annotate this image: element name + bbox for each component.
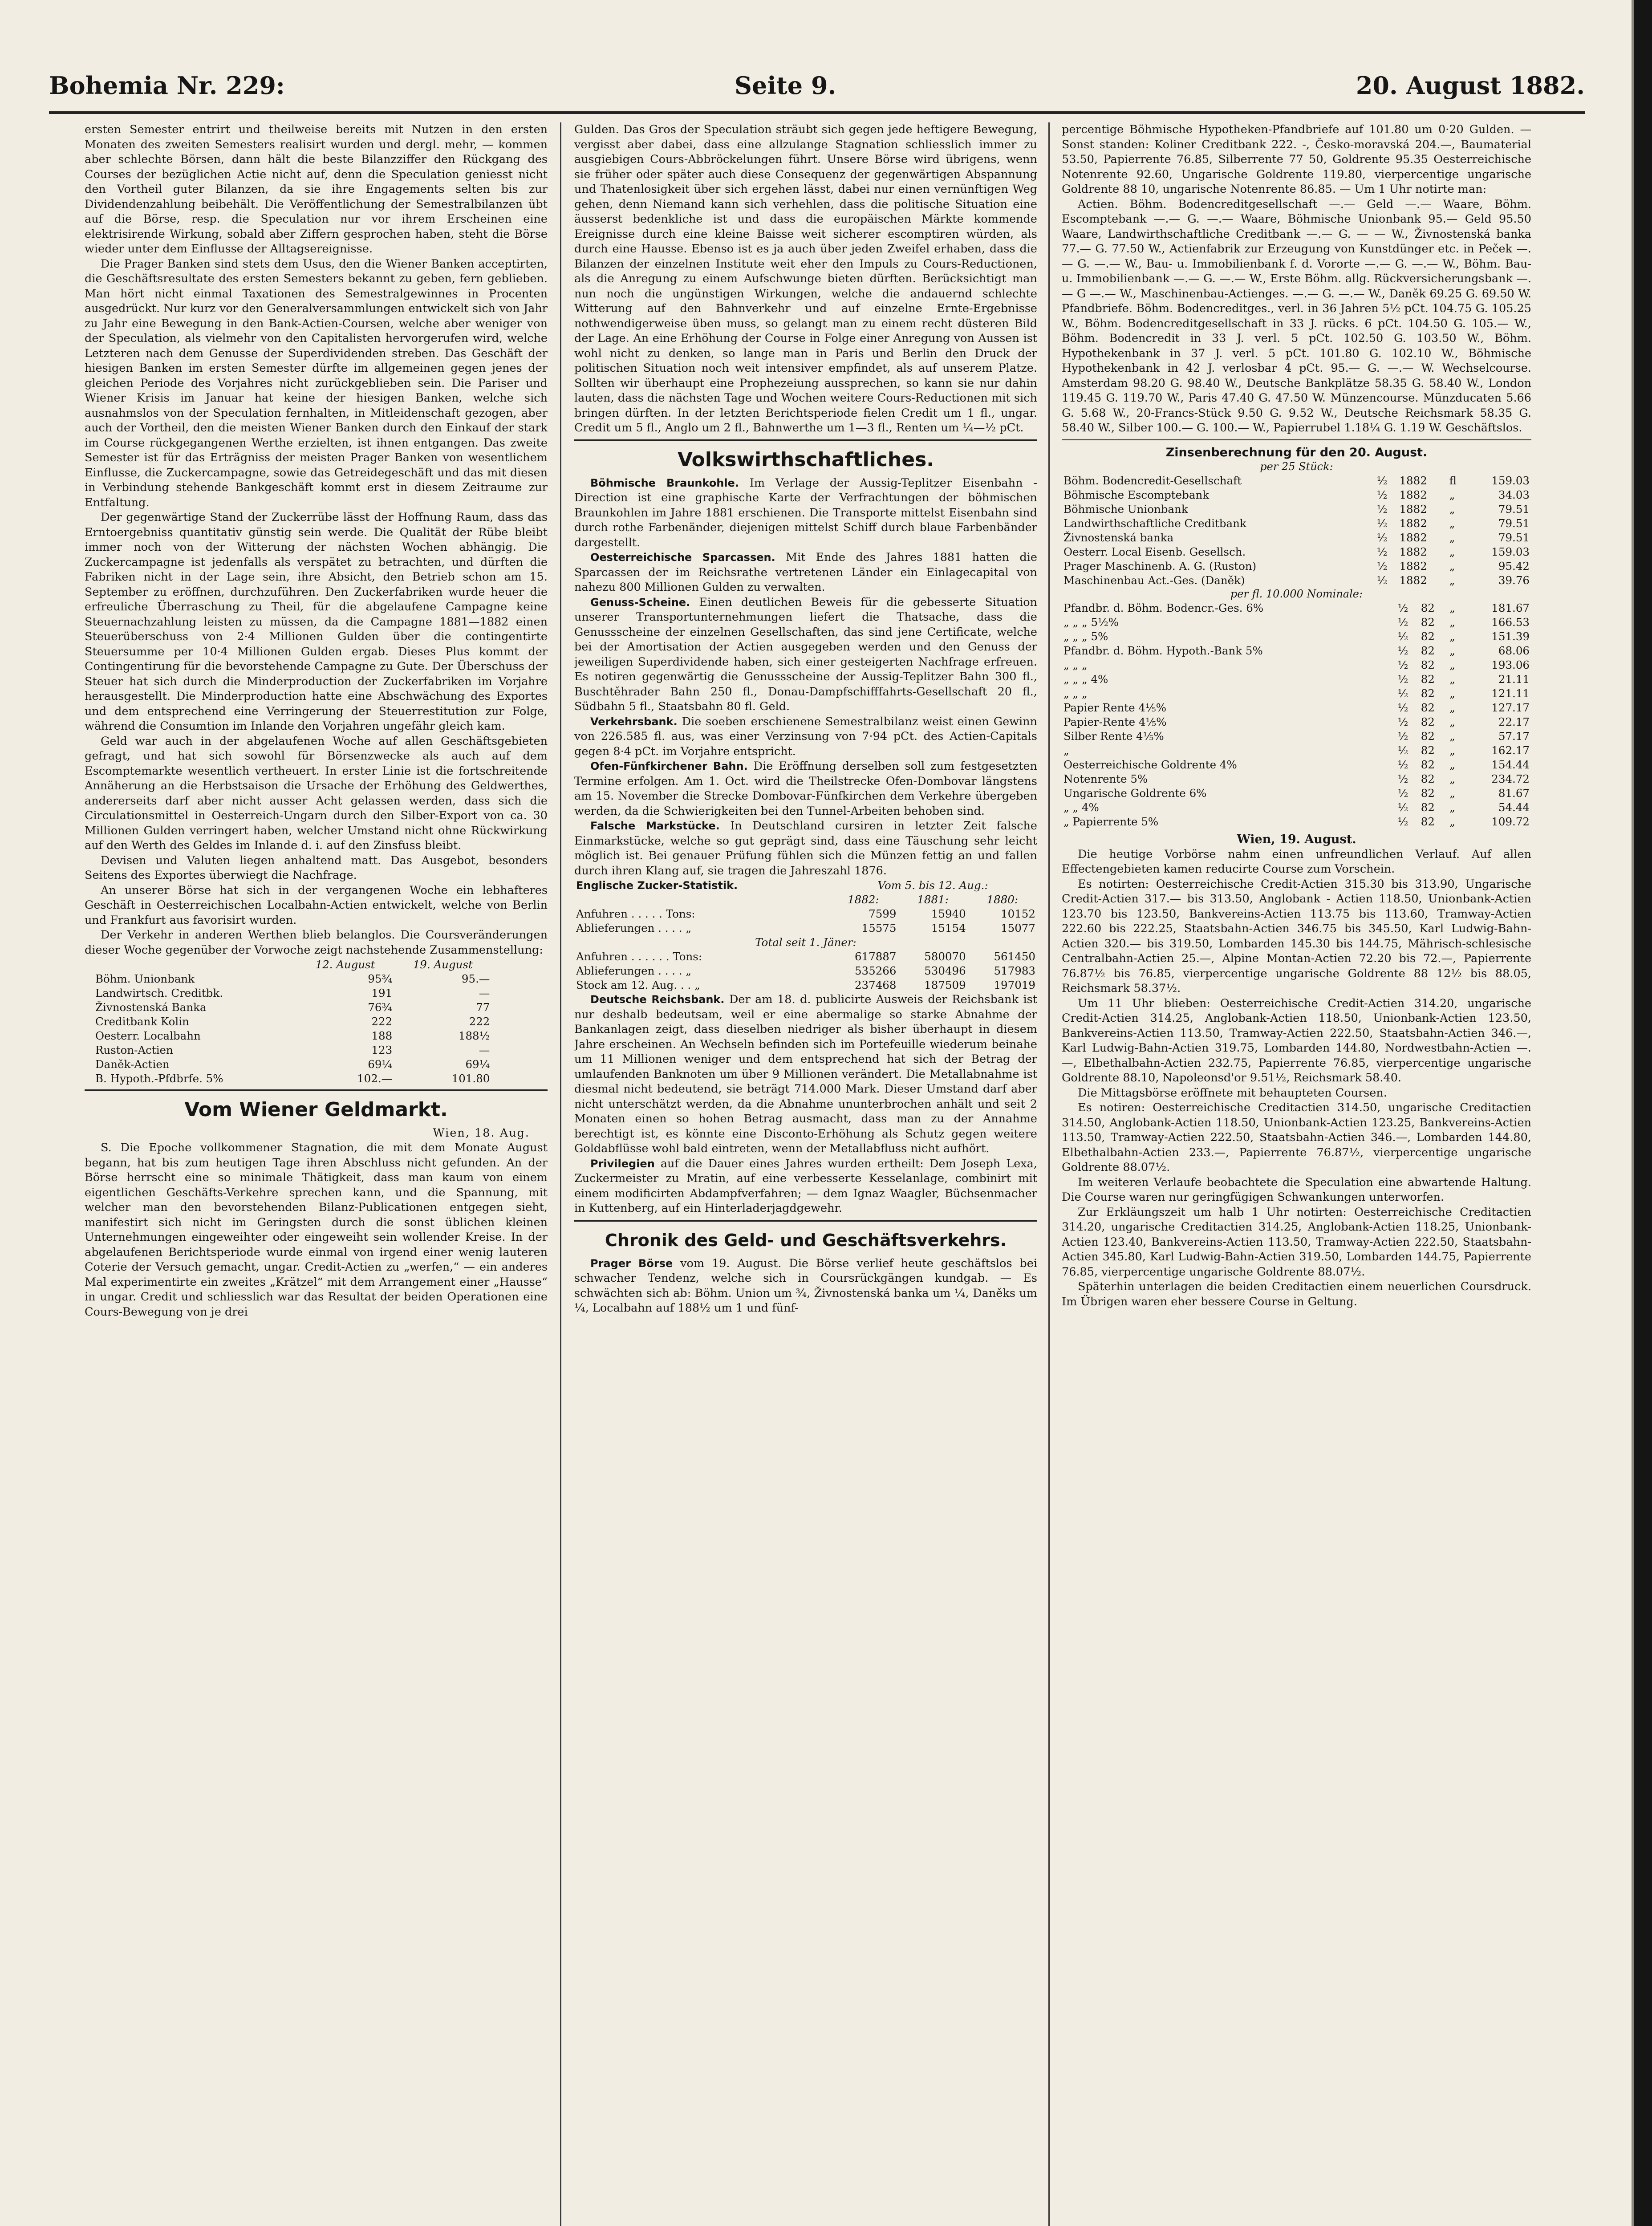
table-cell: ½ <box>1397 644 1408 657</box>
table-cell: ½ <box>1376 516 1388 530</box>
table-cell: Böhmische Escomptebank <box>1063 488 1210 501</box>
table-cell: 76¾ <box>368 1001 393 1014</box>
section-title: Chronik des Geld- und Geschäftsverkehrs. <box>605 1230 1007 1250</box>
table-row <box>93 1043 491 1057</box>
table-cell: 39.76 <box>1498 573 1530 587</box>
table-row <box>93 1029 491 1043</box>
table-row <box>93 986 491 1000</box>
article-paragraph: Um 11 Uhr blieben: Oesterreichische Credit-Actien 314.20, ungarische Credit-Actien 314.25, Anglobank-Actien 118.50, Unionbank-Actien 123.50, Bankvereins-Actien 113.50, Tramway-Actien 222.50, Staatsbahn-Actien 346.—, Karl Ludwig-Bahn-Actien 319.75, Lombarden 144.80, Nordwestbahn-Actien —.—, Elbethalbahn-Actien 232.75, Papierrente 76.85, vierpercentige ungarische Goldrente 88.10, Napoleonsd'or 9.51½, Reichsmark 58.40. <box>1062 996 1531 1085</box>
table-cell: „ <box>1449 815 1455 828</box>
table-cell: „ <box>1449 658 1455 671</box>
table-cell: Ablieferungen . . . . „ <box>576 922 692 934</box>
table-cell: 1882 <box>1399 573 1427 587</box>
table-row <box>574 907 1037 921</box>
table-cell: 1882 <box>1399 531 1427 544</box>
issue-number: Bohemia Nr. 229: <box>49 71 285 100</box>
table-cell: 121.11 <box>1491 686 1530 700</box>
table-cell: Ungarische Goldrente 6% <box>1063 786 1207 800</box>
dateline: Wien, 18. Aug. <box>433 1126 530 1140</box>
table-cell: Maschinenbau Act.-Ges. (Daněk) <box>1063 573 1245 587</box>
article-paragraph: Der gegenwärtige Stand der Zuckerrübe lässt der Hoffnung Raum, dass das Erntoergebniss quantitativ günstig sein werde. Die Qualität der Rübe bleibt immer noch von der Witterung der nächsten Wochen abhängig. Die Zuckercampagne ist jedenfalls als verspätet zu betrachten, und dürften die Fabriken nicht in der Lage sein, ihre Absicht, den Betrieb schon am 15. September zu eröffnen, durchzuführen. Den Zuckerfabriken wurde heuer die erfreuliche Überraschung zu Theil, für die abgelaufene Campagne keine Steuernachzahlung leisten zu müssen, da die Campagne 1881—1882 einen Steuerüberschuss von 2·4 Millionen Gulden über die contingentirte Steuersumme per 10·4 Millionen Gulden ergab. Dieses Plus kommt der Contingentirung für die bevorstehende Campagne zu Gute. Der Überschuss der Steuer hat sich durch die Minderproduction der Zuckerfabriken im Vorjahre herausgestellt. Die Minderproduction hatte eine Abschwächung des Exportes und dem entsprechend eine Verringerung der Steuerrestitution zur Folge, während die Consumtion im Inlande den Vorjahren ungefähr gleich kam. <box>85 511 548 733</box>
article-paragraph: Die heutige Vorbörse nahm einen unfreundlichen Verlauf. Auf allen Effectengebieten kamen reducirte Course zum Vorschein. <box>1062 847 1531 876</box>
table-cell: ½ <box>1397 715 1408 728</box>
table-cell: 197019 <box>994 979 1035 991</box>
table-cell: 95¾ <box>368 972 393 985</box>
table-row <box>93 972 491 986</box>
table-cell: 123 <box>371 1044 393 1056</box>
table-cell: Böhmische Unionbank <box>1063 502 1188 516</box>
news-item <box>574 550 1037 595</box>
table-cell: ½ <box>1376 502 1388 516</box>
news-item <box>574 1256 1037 1316</box>
section-title: Vom Wiener Geldmarkt. <box>184 1098 448 1121</box>
table-cell: 222 <box>469 1015 490 1028</box>
table-cell: Oesterr. Localbahn <box>95 1029 201 1042</box>
article-paragraph: Die Mittagsbörse eröffnete mit behaupteten Coursen. <box>1078 1086 1387 1100</box>
table-cell: ½ <box>1397 772 1408 785</box>
news-item-heading: Verkehrsbank. <box>590 715 678 728</box>
table-cell: ½ <box>1397 729 1408 743</box>
table-cell: 82 <box>1421 601 1435 614</box>
table-cell: Böhm. Unionbank <box>95 972 195 985</box>
table-cell: 234.72 <box>1491 772 1530 785</box>
table-cell: 535266 <box>854 964 897 977</box>
section-rule <box>1062 439 1531 440</box>
table-cell: Landwirthschaftliche Creditbank <box>1063 516 1246 530</box>
interest-table <box>1062 474 1531 588</box>
news-item-text: Im Verlage der Aussig-Teplitzer Eisenbahn - Direction ist eine graphische Karte der Verfrachtungen der böhmischen Braunkohlen im Jahre 1881 erschienen. Die Transporte mittelst Eisenbahn sind durch rothe Farbenänder, diejenigen mittelst Schiff durch blaue Farbenbänder dargestellt. <box>574 476 1037 549</box>
table-header-row <box>574 893 1037 907</box>
table-cell: 82 <box>1421 701 1435 714</box>
table-subheading: per fl. 10.000 Nominale: <box>1230 587 1363 600</box>
table-row <box>1062 772 1531 786</box>
article-paragraph: S. Die Epoche vollkommener Stagnation, die mit dem Monate August begann, hat bis zum heutigen Tage ihren Abschluss nicht gefunden. An der Börse herrscht eine so minimale Thätigkeit, dass man kaum von einem eigentlichen Geschäfts-Verkehre sprechen kann, und die Spannung, mit welcher man den bevorstehenden Bilanz-Publicationen entgegen sieht, manifestirt sich nicht im Geringsten durch die sonst üblichen kleinen Unternehmungen eingeweihter oder eingeweiht sein wollender Kreise. In der abgelaufenen Berichtsperiode wurde einmal von irgend einer wenig lauteren Coterie der Versuch gemacht, ungar. Credit-Actien zu „werfen,“ — ein anderes Mal experimentirte ein zweites „Krätzel“ mit dem Arrangement einer „Hausse“ in ungar. Credit und schliesslich war das Resultat der beiden Operationen eine Cours-Bewegung von je drei <box>85 1141 548 1319</box>
table-cell: 77 <box>476 1001 490 1014</box>
table-cell: Silber Rente 4⅕% <box>1063 729 1164 743</box>
table-cell: „ <box>1449 573 1455 587</box>
column-1 <box>85 122 548 2226</box>
table-row <box>574 978 1037 992</box>
table-cell: „ <box>1449 516 1455 530</box>
article-paragraph: An unserer Börse hat sich in der vergangenen Woche ein lebhafteres Geschäft in Oesterreichischen Localbahn-Actien entwickelt, welche von Berlin und Frankfurt aus favorisirt wurden. <box>85 883 548 927</box>
news-item <box>574 759 1037 819</box>
news-item-text: In Deutschland cursiren in letzter Zeit falsche Einmarkstücke, welche so gut geprägt sind, dass eine Täuschung sehr leicht möglich ist. Bei genauer Prüfung fühlen sich die Münzen fettig an und fallen durch ihren Klang auf, sie tragen die Jahreszahl 1876. <box>574 819 1037 877</box>
table-cell: 159.03 <box>1491 545 1530 558</box>
table-cell: ½ <box>1376 545 1388 558</box>
table-cell: 1882 <box>1399 474 1427 487</box>
table-title: Zinsenberechnung für den 20. August. <box>1165 445 1428 459</box>
table-cell: „ <box>1449 531 1455 544</box>
table-cell: 82 <box>1421 800 1435 814</box>
table-cell: ½ <box>1397 800 1408 814</box>
table-cell: Creditbank Kolin <box>95 1015 189 1028</box>
table-cell: 95.42 <box>1498 559 1530 573</box>
table-cell: 166.53 <box>1491 615 1530 629</box>
table-cell: Živnostenská Banka <box>95 1001 207 1014</box>
table-row <box>1062 601 1531 615</box>
table-cell: Pfandbr. d. Böhm. Hypoth.-Bank 5% <box>1063 644 1263 657</box>
table-cell: 82 <box>1421 815 1435 828</box>
table-cell: 82 <box>1421 758 1435 771</box>
table-cell: ½ <box>1397 672 1408 686</box>
table-cell: 79.51 <box>1498 516 1530 530</box>
page-number: Seite 9. <box>735 71 836 100</box>
table-row <box>1062 715 1531 729</box>
table-cell: ½ <box>1376 474 1388 487</box>
section-title: Volkswirthschaftliches. <box>678 448 934 471</box>
table-cell: 580070 <box>924 950 966 963</box>
news-item <box>574 595 1037 715</box>
table-cell: Anfuhren . . . . . Tons: <box>576 907 695 920</box>
table-cell: 82 <box>1421 772 1435 785</box>
table-row <box>1062 758 1531 772</box>
news-item-heading: Privilegien <box>590 1157 655 1170</box>
table-cell: „ <box>1449 559 1455 573</box>
news-item-heading: Prager Börse <box>590 1257 673 1270</box>
table-cell: „ <box>1449 772 1455 785</box>
table-subheader-row <box>574 935 1037 950</box>
table-cell: fl <box>1449 474 1457 487</box>
table-cell: „ <box>1449 743 1455 757</box>
table-cell: 10152 <box>1001 907 1035 920</box>
table-range: Vom 5. bis 12. Aug.: <box>877 879 988 892</box>
table-cell: „ <box>1449 644 1455 657</box>
table-cell: „ <box>1449 786 1455 800</box>
table-cell: „ Papierrente 5% <box>1063 815 1159 828</box>
article-paragraph: ersten Semester entrirt und theilweise bereits mit Nutzen in den ersten Monaten des zweiten Semesters realisirt wurden und dergl. mehr, — kommen aber schlechte Börsen, dann hält die beste Bilanzziffer den Rückgang des Courses der bezüglichen Actie nicht auf, denn die Speculation geniesst nicht den Vortheil guter Bilanzen, da sie ihre Engagements selten bis zur Dividendenzahlung beibehält. Die Veröffentlichung der Semestralbilanzen übt auf die Börse, resp. die Speculation nur vor ihrem Erscheinen eine elektrisirende Wirkung, sobald aber Ziffern gesprochen haben, steht die Börse wieder unter dem Einflusse der Alltagsereignisse. <box>85 123 548 256</box>
table-cell: Stock am 12. Aug. . . „ <box>576 979 700 991</box>
table-row <box>1062 658 1531 672</box>
table-cell: ½ <box>1397 758 1408 771</box>
table-cell: „ „ „ 5% <box>1063 630 1108 643</box>
table-cell: 54.44 <box>1498 800 1530 814</box>
table-cell: „ <box>1449 800 1455 814</box>
table-cell: ½ <box>1397 786 1408 800</box>
article-paragraph: Der Verkehr in anderen Werthen blieb belanglos. Die Coursveränderungen dieser Woche gegenüber der Vorwoche zeigt nachstehende Zusammenstellung: <box>85 928 548 957</box>
table-cell: 1882 <box>1399 545 1427 558</box>
table-row <box>1062 815 1531 829</box>
table-cell: 82 <box>1421 786 1435 800</box>
table-row <box>1062 644 1531 658</box>
table-cell: 82 <box>1421 615 1435 629</box>
table-row <box>1062 701 1531 715</box>
table-cell: „ <box>1449 502 1455 516</box>
table-cell: 222 <box>371 1015 393 1028</box>
table-cell: 15154 <box>931 922 966 934</box>
table-row <box>1062 630 1531 644</box>
issue-date: 20. August 1882. <box>1356 71 1585 100</box>
news-item <box>574 992 1037 1157</box>
table-cell: 181.67 <box>1491 601 1530 614</box>
table-cell: 191 <box>371 987 393 999</box>
table-row <box>93 1015 491 1029</box>
table-title: Englische Zucker-Statistik. <box>576 879 738 892</box>
table-cell: Pfandbr. d. Böhm. Bodencr.-Ges. 6% <box>1063 601 1264 614</box>
table-cell: 109.72 <box>1491 815 1530 828</box>
table-row <box>1062 502 1531 516</box>
table-cell: „ „ „ <box>1063 658 1088 671</box>
news-item <box>574 476 1037 551</box>
dateline: Wien, 19. August. <box>1237 832 1356 846</box>
table-cell: „ <box>1449 686 1455 700</box>
table-row <box>1062 559 1531 573</box>
news-item-heading: Genuss-Scheine. <box>590 596 690 609</box>
table-cell: ½ <box>1397 743 1408 757</box>
table-cell: 95.— <box>461 972 490 985</box>
table-cell: Živnostenská banka <box>1063 531 1174 544</box>
table-cell: 151.39 <box>1491 630 1530 643</box>
column-2 <box>574 122 1037 2226</box>
table-cell: — <box>479 987 490 999</box>
table-cell: 193.06 <box>1491 658 1530 671</box>
article-paragraph: Devisen und Valuten liegen anhaltend matt. Das Ausgebot, besonders Seitens des Exportes überwiegt die Nachfrage. <box>85 853 548 882</box>
table-cell: „ <box>1449 630 1455 643</box>
table-cell: 561450 <box>994 950 1035 963</box>
table-row <box>1062 800 1531 815</box>
table-cell: 101.80 <box>451 1072 490 1085</box>
table-cell: 68.06 <box>1498 644 1530 657</box>
table-cell: Daněk-Actien <box>95 1058 170 1071</box>
table-cell: „ <box>1449 715 1455 728</box>
table-row <box>1062 516 1531 531</box>
table-cell: 1882 <box>1399 502 1427 516</box>
table-cell: Notenrente 5% <box>1063 772 1148 785</box>
article-paragraph: Die Prager Banken sind stets dem Usus, den die Wiener Banken acceptirten, die Geschäftsresultate des ersten Semesters bekannt zu geben, fern geblieben. Man hört nicht einmal Taxationen des Semestralgewinnes in Procenten ausgedrückt. Nur kurz vor den Generalversammlungen entwickelt sich von Jahr zu Jahr eine Bewegung in den Bank-Actien-Coursen, welche aber weniger von der Speculation, als vielmehr von den Capitalisten hervorgerufen wird, welche Letzteren nach dem Genusse der Superdividenden streben. Das Geschäft der hiesigen Banken im ersten Semester dürfte im allgemeinen gegen jenes der gleichen Periode des Vorjahres nicht zurückgeblieben sein. Die Pariser und Wiener Krisis im Januar hat keine der hiesigen Banken, welche sich ausnahmslos von der Speculation fernhalten, in Mitleidenschaft gezogen, aber auch der Vortheil, den die meisten Wiener Banken durch den Einkauf der stark im Course rückgegangenen Werthe erzielten, ist ihnen entgangen. Das zweite Semester ist für das Erträgniss der meisten Prager Banken von wesentlichem Einflusse, die Zuckercampagne, sowie das Getreidegeschäft und das mit diesen in Verbindung stehende Bankgeschäft kommt erst in diesem Zeitraume zur Entfaltung. <box>85 257 548 509</box>
table-cell: ½ <box>1397 601 1408 614</box>
table-header-row <box>574 878 1037 893</box>
sugar-statistics-table <box>574 878 1037 992</box>
weekly-price-table <box>93 958 491 1086</box>
table-cell: 15077 <box>1001 922 1035 934</box>
table-cell: 188½ <box>458 1029 490 1042</box>
table-cell: ½ <box>1376 573 1388 587</box>
table-cell: 69¼ <box>368 1058 393 1071</box>
table-cell: 79.51 <box>1498 502 1530 516</box>
table-cell: 82 <box>1421 672 1435 686</box>
news-item-text: Die soeben erschienene Semestralbilanz weist einen Gewinn von 226.585 fl. aus, was einer Verzinsung von 7·94 pCt. des Actien-Capitals gegen 8·4 pCt. im Vorjahre entspricht. <box>574 715 1037 758</box>
table-header-row <box>93 958 491 972</box>
table-cell: ½ <box>1376 531 1388 544</box>
table-row <box>1062 531 1531 545</box>
news-item-text: Der am 18. d. publicirte Ausweis der Reichsbank ist nur deshalb bedeutsam, weil er eine abermalige so starke Abnahme der Bankanlagen zeigt, dass dieselben niedriger als bisher überhaupt in diesem Jahre erscheinen. An Wechseln befinden sich im Portefeuille wiederum beinahe um 11 Millionen weniger und dem entsprechend hat sich der Betrag der umlaufenden Banknoten um über 9 Millionen verändert. Die Metallabnahme ist diesmal nicht bedeutend, sie beträgt 714.000 Mark. Dieser Umstand darf aber nicht unterschätzt werden, da die Abnahme ununterbrochen anhält und seit 2 Monaten einen so hohen Betrag ausmacht, dass man zu der Annahme berechtigt ist, es könnte eine Disconto-Erhöhung als Schutz gegen weitere Goldabflüsse wohl bald eintreten, wenn der Metallabfluss nicht aufhört. <box>574 993 1037 1155</box>
table-row <box>93 1057 491 1072</box>
table-cell: ½ <box>1397 686 1408 700</box>
table-cell: ½ <box>1376 559 1388 573</box>
article-paragraph: Geld war auch in der abgelaufenen Woche auf allen Geschäftsgebieten gefragt, und hat sich sowohl für Börsenzwecke als auch auf dem Escomptemarkte wesentlich vertheuert. In erster Linie ist die fortschreitende Annäherung an die Herbstsaison die Ursache der Erhöhung des Geldwerthes, andererseits darf aber nicht ausser Acht gelassen werden, dass sich die Circulationsmittel in Oesterreich-Ungarn durch den Silber-Export von ca. 30 Millionen Gulden verringert haben, welcher Umstand nicht ohne Rückwirkung auf den Werth des Geldes im Inlande d. i. auf den Zinsfuss bleibt. <box>85 734 548 852</box>
table-cell: 82 <box>1421 644 1435 657</box>
table-cell: 82 <box>1421 715 1435 728</box>
article-paragraph: percentige Böhmische Hypotheken-Pfandbriefe auf 101.80 um 0·20 Gulden. — Sonst standen: Koliner Creditbank 222. -, Česko-moravská 204.—, Baumaterial 53.50, Papierrente 76.85, Silberrente 77 50, Goldrente 95.35 Oesterreichische Notenrente 92.60, Ungarische Goldrente 119.80, vierpercentige ungarische Goldrente 88 10, ungarische Notenrente 86.85. — Um 1 Uhr notirte man: <box>1062 123 1531 196</box>
table-cell: „ <box>1449 615 1455 629</box>
table-cell: 187509 <box>924 979 966 991</box>
article-paragraph: Gulden. Das Gros der Speculation sträubt sich gegen jede heftigere Bewegung, vergisst aber dabei, dass eine allzulange Stagnation schliesslich immer zu ausgiebigen Cours-Abbröckelungen führt. Unsere Börse wird übrigens, wenn sie früher oder später auch diese Consequenz der gegenwärtigen Abspannung und Thatenlosigkeit über sich ergehen lässt, dabei nur einen vernünftigen Weg gehen, denn Niemand kann sich verhehlen, dass die politische Situation eine äusserst bedenkliche ist und dass die europäischen Märkte kommende Ereignisse durch eine kleine Baisse weit sicherer escomptiren würden, als durch eine Hausse. Ebenso ist es ja auch über jeden Zweifel erhaben, dass die Bilanzen der einzelnen Institute weit eher den Impuls zu Cours-Reductionen, als die Anregung zu einem Aufschwunge bieten dürften. Berücksichtigt man nun noch die ungünstigen Wirkungen, welche die andauernd schlechte Witterung auf den Bahnverkehr und auf einzelne Ernte-Ergebnisse nothwendigerweise üben muss, so gelangt man zu einem recht düsteren Bild der Lage. An eine Erhöhung der Course in Folge einer Anregung von Aussen ist wohl nicht zu denken, so lange man in Paris und Berlin den Druck der politischen Situation noch weit intensiver empfindet, als auf unserem Platze. Sollten wir überhaupt eine Prophezeiung aussprechen, so kann sie nur dahin lauten, dass die nächsten Tage und Wochen weitere Cours-Reductionen mit sich bringen dürften. In der letzten Berichtsperiode fielen Credit um 1 fl., ungar. Credit um 5 fl., Anglo um 2 fl., Bahnwerthe um 1—3 fl., Renten um ¼—½ pCt. <box>574 123 1037 435</box>
news-item-heading: Ofen-Fünfkirchener Bahn. <box>590 760 748 772</box>
table-header-cell: 1881: <box>917 893 949 906</box>
news-item-text: vom 19. August. Die Börse verlief heute geschäftslos bei schwacher Tendenz, welche sich in Coursrückgängen kundgab. — Es schwächten sich ab: Böhm. Union um ¾, Živnostenská banka um ¼, Daněks um ¼, Localbahn auf 188½ um 1 und fünf- <box>574 1256 1037 1315</box>
table-row <box>1062 573 1531 588</box>
news-item <box>574 715 1037 760</box>
table-cell: „ <box>1449 488 1455 501</box>
scan-border <box>1634 0 1652 2226</box>
article-paragraph: Zur Erkläungszeit um halb 1 Uhr notirten: Oesterreichische Creditactien 314.20, ungarische Creditactien 314.25, Anglobank-Actien 118.25, Unionbank-Actien 123.40, Bankvereins-Actien 113.50, Tramway-Actien 222.50, Staatsbahn-Actien 345.80, Karl Ludwig-Bahn-Actien 319.50, Lombarden 144.75, Papierrente 76.85, vierpercentige ungarische Goldrente 88.07½. <box>1062 1205 1531 1279</box>
table-row <box>93 1000 491 1015</box>
table-cell: „ „ „ 5½% <box>1063 615 1119 629</box>
table-cell: „ „ „ <box>1063 686 1088 700</box>
table-cell: „ „ 4% <box>1063 800 1099 814</box>
table-cell: ½ <box>1397 815 1408 828</box>
table-cell: ½ <box>1397 701 1408 714</box>
table-subheading: Total seit 1. Jäner: <box>755 936 856 949</box>
section-rule <box>85 1089 548 1091</box>
table-cell: Oesterreichische Goldrente 4% <box>1063 758 1237 771</box>
table-cell: — <box>479 1044 490 1056</box>
table-cell: Anfuhren . . . . . . Tons: <box>576 950 702 963</box>
table-cell: „ <box>1449 601 1455 614</box>
news-item-heading: Oesterreichische Sparcassen. <box>590 551 775 564</box>
table-cell: 154.44 <box>1491 758 1530 771</box>
news-item-heading: Böhmische Braunkohle. <box>590 476 739 489</box>
interest-table-nominal <box>1062 601 1531 829</box>
table-cell: ½ <box>1397 630 1408 643</box>
article-paragraph: Actien. Böhm. Bodencreditgesellschaft —.— Geld —.— Waare, Böhm. Escomptebank —.— G. —.— Waare, Böhmische Unionbank 95.— Geld 95.50 Waare, Landwirthschaftliche Creditbank —.— G. — — W., Živnostenská banka 77.— G. 77.50 W., Actienfabrik zur Erzeugung von Kunstdünger etc. in Peček —.— G. —.— W., Bau- u. Immobilienbank f. d. Vororte —.— G. —.— W., Böhm. Bau- u. Immobilienbank —.— G. —.— W., Erste Böhm. allg. Rückversicherungsbank —.— G —.— W., Maschinenbau-Actienges. —.— G. —.— W., Daněk 69.25 G. 69.50 W. Pfandbriefe. Böhm. Bodencreditges., verl. in 36 Jahren 5½ pCt. 104.75 G. 105.25 W., Böhm. Bodencreditgesellschaft in 33 J. rücks. 6 pCt. 104.50 G. 105.— W., Böhm. Bodencredit in 33 J. verl. 5 pCt. 102.50 G. 103.50 W., Böhm. Hypothekenbank in 37 J. verl. 5 pCt. 101.80 G. 102.10 W., Böhmische Hypothekenbank in 42 J. verlosbar 4 pCt. 95.— G. —.— W. Wechselcourse. Amsterdam 98.20 G. 98.40 W., Deutsche Bankplätze 58.35 G. 58.40 W., London 119.45 G. 119.70 W., Paris 47.40 G. 47.50 W. Münzencourse. Münzducaten 5.66 G. 5.68 W., 20-Francs-Stück 9.50 G. 9.52 W., Deutsche Reichsmark 58.35 G. 58.40 W., Silber 100.— G. 100.— W., Papierrubel 1.18¼ G. 1.19 W. Geschäftslos. <box>1062 197 1531 435</box>
table-header-cell: 1882: <box>848 893 879 906</box>
table-cell: Böhm. Bodencredit-Gesellschaft <box>1063 474 1242 487</box>
table-cell: „ <box>1449 545 1455 558</box>
table-row <box>574 950 1037 964</box>
table-row <box>1062 729 1531 743</box>
table-cell: „ „ „ 4% <box>1063 672 1108 686</box>
news-item <box>574 1157 1037 1216</box>
article-paragraph: Es notirten: Oesterreichische Credit-Actien 315.30 bis 313.90, Ungarische Credit-Actien 317.— bis 313.50, Anglobank - Actien 118.50, Unionbank-Actien 123.70 bis 123.50, Bankvereins-Actien 113.75 bis 113.60, Tramway-Actien 222.60 bis 222.25, Staatsbahn-Actien 346.75 bis 345.50, Karl Ludwig-Bahn-Actien 320.— bis 319.50, Lombarden 145.30 bis 144.75, Mährisch-schlesische Centralbahn-Actien 25.—, Alpine Montan-Actien 72.20 bis 72.—, Papierrente 76.87½ bis 76.85, vierpercentige ungarische Goldrente 88 12½ bis 88.05, Reichsmark 58.37½. <box>1062 877 1531 995</box>
table-cell: 82 <box>1421 630 1435 643</box>
table-cell: 15575 <box>861 922 897 934</box>
table-cell: 81.67 <box>1498 786 1530 800</box>
header-rule <box>49 111 1585 114</box>
table-cell: 517983 <box>994 964 1035 977</box>
table-cell: ½ <box>1376 488 1388 501</box>
news-item-text: Einen deutlichen Beweis für die gebesserte Situation unserer Transportunternehmungen liefert die Thatsache, dass die Genussscheine der einzelnen Gesellschaften, das sind jene Certificate, welche bei der Amortisation der Actien ausgegeben werden und den Genuss der jeweiligen Superdividende haben, sich einer gesteigerten Nachfrage erfreuen. Es notiren gegenwärtig die Genussscheine der Aussig-Teplitzer Bahn 300 fl., Buschtěhrader Bahn 250 fl., Donau-Dampfschifffahrts-Gesellschaft 20 fl., Südbahn 5 fl., Staatsbahn 80 fl. Geld. <box>574 595 1037 713</box>
news-item-text: Mit Ende des Jahres 1881 hatten die Sparcassen der im Reichsrathe vertretenen Länder ein Einlagecapital von nahezu 800 Millionen Gulden zu verwalten. <box>574 551 1037 594</box>
table-cell: 79.51 <box>1498 531 1530 544</box>
table-cell: „ <box>1449 701 1455 714</box>
table-header-cell: 12. August <box>315 958 375 971</box>
table-cell: 1882 <box>1399 488 1427 501</box>
table-subheading: per 25 Stück: <box>1260 460 1333 473</box>
table-cell: 82 <box>1421 686 1435 700</box>
table-cell: 82 <box>1421 658 1435 671</box>
table-cell: B. Hypoth.-Pfdbrfe. 5% <box>95 1072 223 1085</box>
table-row <box>1062 786 1531 800</box>
article-paragraph: Es notiren: Oesterreichische Creditactien 314.50, ungarische Creditactien 314.50, Anglobank-Actien 118.50, Unionbank-Actien 123.25, Bankvereins-Actien 113.50, Tramway-Actien 222.50, Staatsbahn-Actien 346.—, Lombarden 144.80, Elbethalbahn-Actien 233.—, Papierrente 76.87½, vierpercentige ungarische Goldrente 88.07½. <box>1062 1101 1531 1174</box>
table-cell: 57.17 <box>1498 729 1530 743</box>
table-cell: 82 <box>1421 729 1435 743</box>
table-row <box>1062 672 1531 686</box>
column-divider <box>560 122 561 2226</box>
article-paragraph: Späterhin unterlagen die beiden Creditactien einem neuerlichen Coursdruck. Im Übrigen waren eher bessere Course in Geltung. <box>1062 1280 1531 1308</box>
table-row <box>93 1072 491 1086</box>
table-cell: 22.17 <box>1498 715 1530 728</box>
table-cell: Landwirtsch. Creditbk. <box>95 987 223 999</box>
table-cell: 159.03 <box>1491 474 1530 487</box>
table-cell: 237468 <box>854 979 897 991</box>
column-3 <box>1062 122 1531 2226</box>
table-row <box>1062 474 1531 488</box>
table-row <box>1062 686 1531 701</box>
table-row <box>1062 743 1531 758</box>
table-cell: 530496 <box>924 964 966 977</box>
column-divider <box>1048 122 1050 2226</box>
table-cell: „ <box>1449 672 1455 686</box>
table-cell: Papier-Rente 4⅕% <box>1063 715 1167 728</box>
news-item-text: auf die Dauer eines Jahres wurden ertheilt: Dem Joseph Lexa, Zuckermeister zu Mratin, auf eine verbesserte Kesselanlage, combinirt mit einem modificirten Abdampfverfahren; — dem Ignaz Waagler, Büchsenmacher in Kuttenberg, auf ein Hinterladerjagdgewehr. <box>574 1157 1037 1215</box>
table-header-cell: 1880: <box>986 893 1019 906</box>
table-cell: 162.17 <box>1491 743 1530 757</box>
table-cell: 102.— <box>357 1072 393 1085</box>
table-cell: 7599 <box>869 907 897 920</box>
section-rule <box>574 439 1037 441</box>
table-cell: 1882 <box>1399 559 1427 573</box>
table-cell: 188 <box>371 1029 393 1042</box>
table-cell: 617887 <box>854 950 897 963</box>
table-cell: ½ <box>1397 658 1408 671</box>
table-row <box>1062 545 1531 559</box>
table-cell: 34.03 <box>1498 488 1530 501</box>
table-cell: Ablieferungen . . . . „ <box>576 964 692 977</box>
table-cell: Oesterr. Local Eisenb. Gesellsch. <box>1063 545 1246 558</box>
table-cell: Ruston-Actien <box>95 1044 173 1056</box>
news-item-heading: Deutsche Reichsbank. <box>590 993 725 1006</box>
table-cell: 1882 <box>1399 516 1427 530</box>
news-item <box>574 819 1037 878</box>
table-cell: ½ <box>1397 615 1408 629</box>
table-row <box>574 964 1037 978</box>
table-row <box>1062 615 1531 630</box>
table-cell: 15940 <box>931 907 966 920</box>
table-row <box>1062 488 1531 502</box>
table-header-cell <box>93 958 296 972</box>
table-cell: 127.17 <box>1491 701 1530 714</box>
table-cell: 69¼ <box>465 1058 490 1071</box>
table-cell: „ <box>1449 729 1455 743</box>
table-cell: Papier Rente 4⅕% <box>1063 701 1166 714</box>
article-paragraph: Im weiteren Verlaufe beobachtete die Speculation eine abwartende Haltung. Die Course waren nur geringfügigen Schwankungen unterworfen. <box>1062 1175 1531 1204</box>
table-cell: „ <box>1449 758 1455 771</box>
table-header-cell: 19. August <box>413 958 473 971</box>
section-rule <box>574 1220 1037 1222</box>
news-item-heading: Falsche Markstücke. <box>590 820 720 832</box>
table-cell: 82 <box>1421 743 1435 757</box>
table-cell: „ <box>1063 743 1069 757</box>
table-row <box>574 921 1037 935</box>
news-item-text: Die Eröffnung derselben soll zum festgesetzten Termine erfolgen. Am 1. Oct. wird die Theilstrecke Ofen-Dombovar längstens am 15. November die Strecke Dombovar-Fünfkirchen dem Verkehre übergeben werden, da die Schwierigkeiten bei den Tunnel-Arbeiten behoben sind. <box>574 760 1037 818</box>
table-cell: 21.11 <box>1498 672 1530 686</box>
table-cell: Prager Maschinenb. A. G. (Ruston) <box>1063 559 1257 573</box>
